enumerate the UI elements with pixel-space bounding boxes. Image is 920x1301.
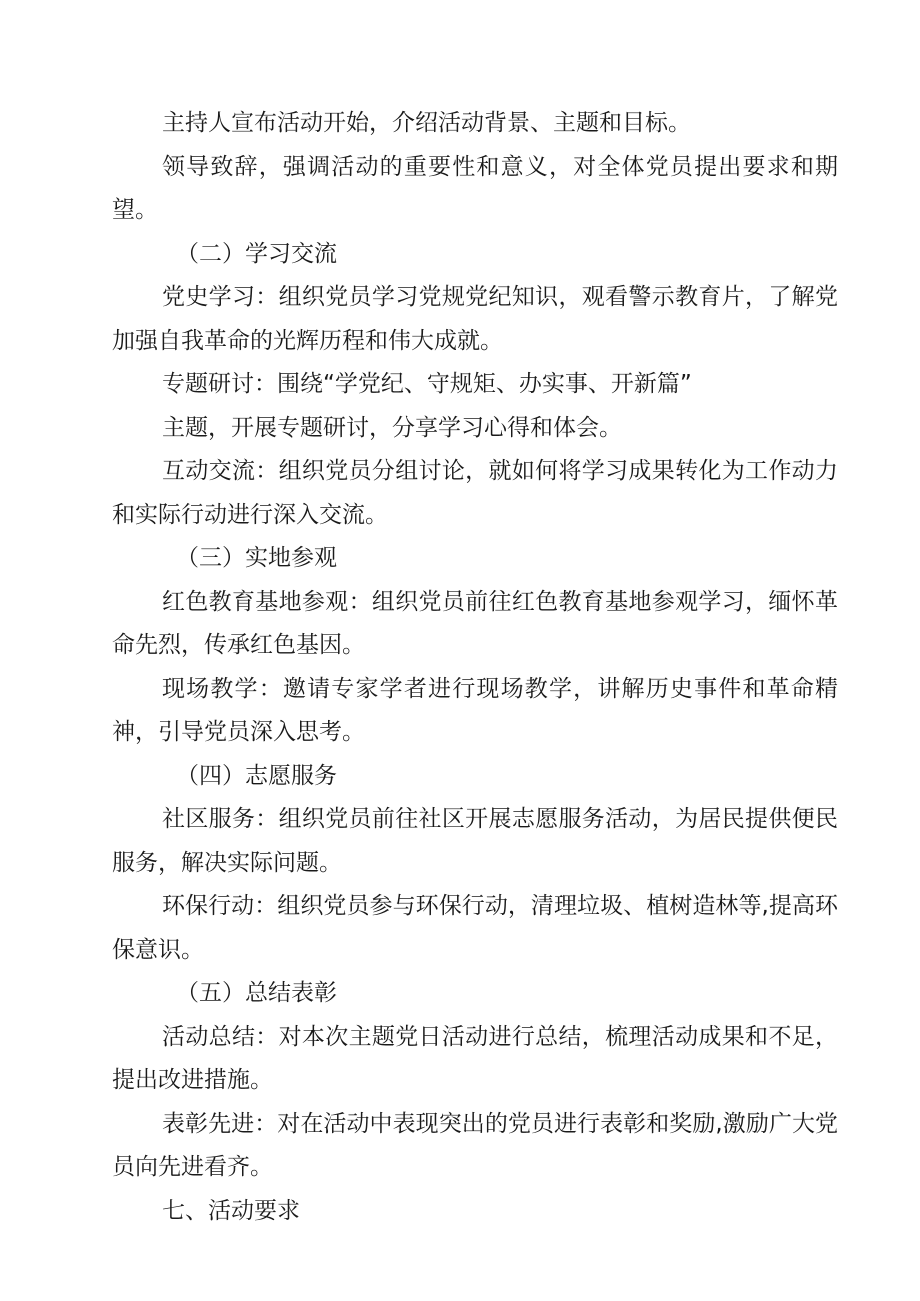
- paragraph-activity-summary: 活动总结：对本次主题党日活动进行总结，梳理活动成果和不足，提出改进措施。: [112, 1023, 838, 1093]
- paragraph-commend-advanced: 表彰先进：对在活动中表现突出的党员进行表彰和奖励,激励广大党员向先进看齐。: [112, 1110, 838, 1180]
- paragraph-leader-speech: 领导致辞，强调活动的重要性和意义，对全体党员提出要求和期望。: [112, 153, 838, 223]
- paragraph-community-service: 社区服务：组织党员前往社区开展志愿服务活动，为居民提供便民服务，解决实际问题。: [112, 806, 838, 876]
- paragraph-onsite-teaching: 现场教学：邀请专家学者进行现场教学，讲解历史事件和革命精神，引导党员深入思考。: [112, 675, 838, 745]
- paragraph-interactive-exchange: 互动交流：组织党员分组讨论，就如何将学习成果转化为工作动力和实际行动进行深入交流。: [112, 458, 838, 528]
- paragraph-seminar-theme: 主题，开展专题研讨，分享学习心得和体会。: [162, 414, 622, 441]
- section-heading-volunteer-service: （四）志愿服务: [176, 762, 337, 789]
- paragraph-special-seminar: 专题研讨：围绕“学党纪、守规矩、办实事、开新篇”: [162, 371, 692, 397]
- section-heading-study-exchange: （二）学习交流: [176, 240, 337, 267]
- paragraph-environmental-action: 环保行动：组织党员参与环保行动，清理垃圾、植树造林等,提高环保意识。: [112, 893, 838, 963]
- document-body: [112, 102, 838, 1233]
- chapter-heading-activity-requirements: 七、活动要求: [162, 1197, 300, 1224]
- section-heading-field-visit: （三）实地参观: [176, 545, 337, 571]
- paragraph-party-history-study: 党史学习：组织党员学习党规党纪知识，观看警示教育片，了解党加强自我革命的光辉历程和伟大成就。: [112, 284, 838, 354]
- paragraph-red-base-visit: 红色教育基地参观：组织党员前往红色教育基地参观学习，缅怀革命先烈，传承红色基因。: [112, 588, 838, 658]
- section-heading-summary-commendation: （五）总结表彰: [176, 980, 337, 1006]
- paragraph-host-opening: 主持人宣布活动开始，介绍活动背景、主题和目标。: [162, 110, 691, 136]
